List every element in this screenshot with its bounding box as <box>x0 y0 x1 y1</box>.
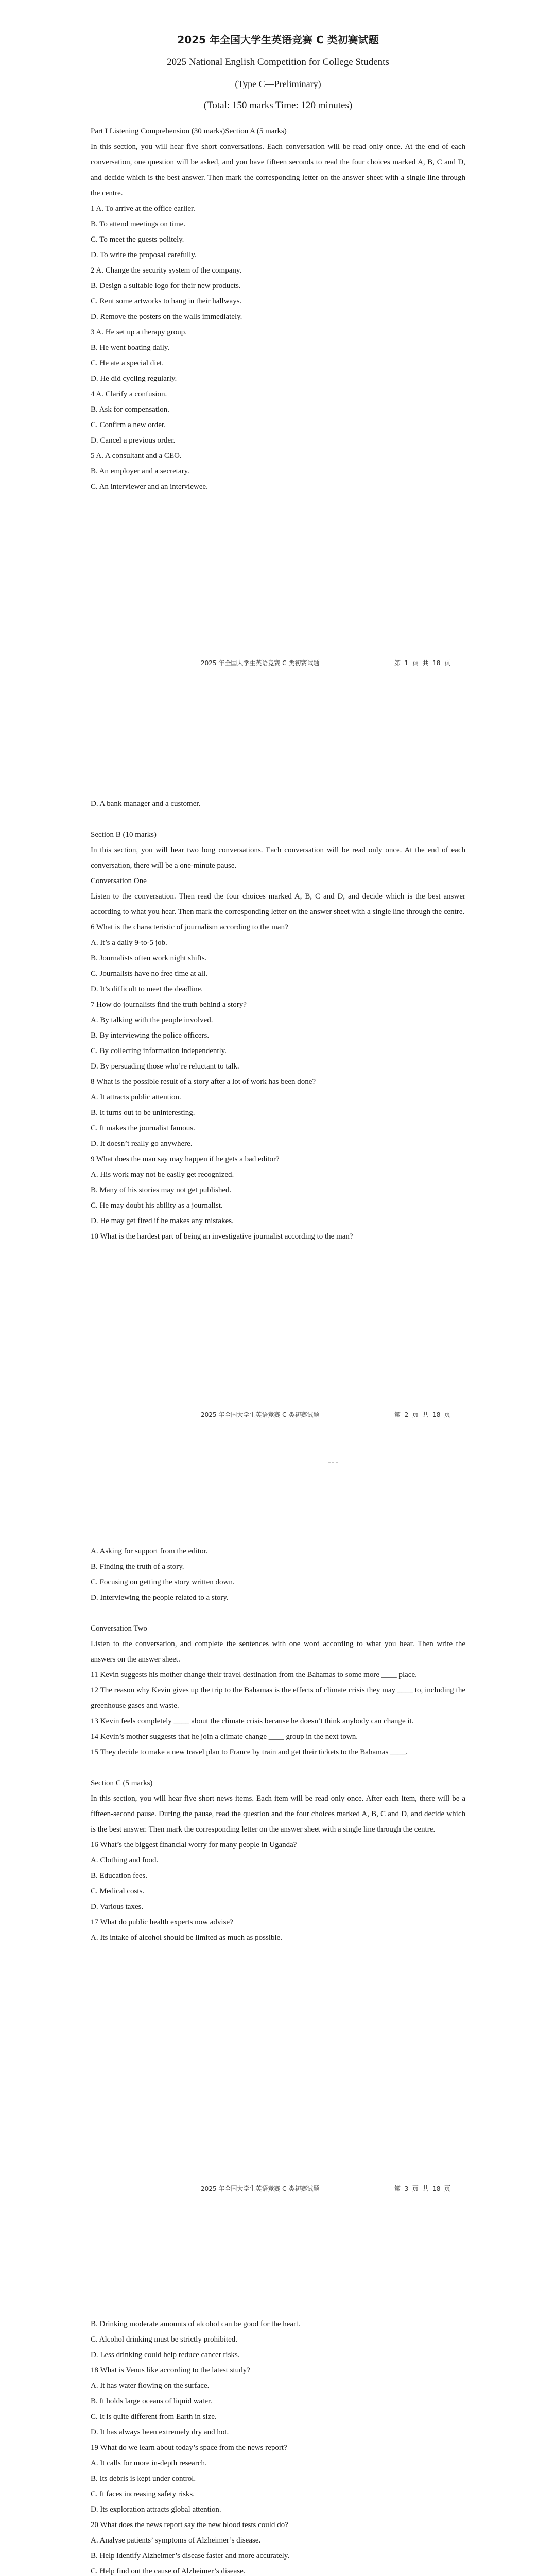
option-line: D. He did cycling regularly. <box>91 375 177 383</box>
section-heading: Conversation Two <box>91 1624 147 1633</box>
question-line: 18 What is Venus like according to the latest study? <box>91 2366 250 2375</box>
page-3-content <box>91 1544 465 1945</box>
option-line: C. Confirm a new order. <box>91 421 166 429</box>
exam-title-chinese: 2025 年全国大学生英语竞赛 C 类初赛试题 <box>177 33 379 46</box>
exam-title-english: 2025 National English Competition for College Students <box>167 57 389 67</box>
blank-line <box>91 811 465 827</box>
instruction-paragraph: 12 The reason why Kevin gives up the trip to the Bahamas is the effects of climate crisis they may ____ to, including the greenhouse gases and waste. <box>91 1686 465 1710</box>
scan-speck <box>328 1456 349 1463</box>
option-line: C. An interviewer and an interviewee. <box>91 483 208 491</box>
option-line: D. Cancel a previous order. <box>91 436 176 445</box>
option-line: B. Its debris is kept under control. <box>91 2475 196 2483</box>
question-line: 7 How do journalists find the truth behind a story? <box>91 1001 247 1009</box>
option-line: D. Less drinking could help reduce cancer risks. <box>91 2351 240 2359</box>
question-line: 13 Kevin feels completely ____ about the climate crisis because he doesn’t think anybody can change it. <box>91 1717 414 1725</box>
footer-page-number: 第 2 页 共 18 页 <box>394 1411 451 1418</box>
question-line: 16 What’s the biggest financial worry for many people in Uganda? <box>91 1841 297 1849</box>
option-line: D. To write the proposal carefully. <box>91 251 197 259</box>
option-line: C. He ate a special diet. <box>91 359 164 367</box>
option-line: D. By persuading those who’re reluctant to talk. <box>91 1062 239 1071</box>
question-line: 6 What is the characteristic of journalism according to the man? <box>91 923 288 931</box>
question-line: 9 What does the man say may happen if he gets a bad editor? <box>91 1155 280 1163</box>
option-line: D. It doesn’t really go anywhere. <box>91 1140 193 1148</box>
option-line: C. Medical costs. <box>91 1887 145 1895</box>
option-line: B. Journalists often work night shifts. <box>91 954 207 962</box>
option-line: C. It faces increasing safety risks. <box>91 2490 195 2498</box>
question-line: 15 They decide to make a new travel plan to France by train and get their tickets to the Bahamas ____. <box>91 1748 408 1756</box>
instruction-paragraph: Listen to the conversation, and complete the sentences with one word according to what you hear. Then write the answers on the answer sheet. <box>91 1640 465 1664</box>
option-line: A. It calls for more in-depth research. <box>91 2459 207 2467</box>
page-3 <box>0 1544 556 1945</box>
option-line: C. It makes the journalist famous. <box>91 1124 195 1132</box>
option-line: C. Help find out the cause of Alzheimer’s disease. <box>91 2567 246 2575</box>
footer-title: 2025 年全国大学生英语竞赛 C 类初赛试题 <box>201 2185 320 2192</box>
option-line: D. A bank manager and a customer. <box>91 800 201 808</box>
page-1 <box>0 31 556 665</box>
footer-title: 2025 年全国大学生英语竞赛 C 类初赛试题 <box>201 1411 320 1418</box>
exam-marks-time: (Total: 150 marks Time: 120 minutes) <box>203 100 353 111</box>
instruction-paragraph: In this section, you will hear five short conversations. Each conversation will be read only once. At the end of each conversation, one question will be asked, and you have fifteen seconds to read the four choices marked A, B, C and D, and decide which is the best answer. Then mark the corresponding letter on the answer sheet with a single line through the centre. <box>91 143 465 197</box>
option-line: D. He may get fired if he makes any mistakes. <box>91 1217 234 1225</box>
footer-page-number: 第 3 页 共 18 页 <box>394 2185 451 2192</box>
option-line: A. It’s a daily 9-to-5 job. <box>91 939 167 947</box>
option-line: D. Various taxes. <box>91 1903 144 1911</box>
page-2 <box>0 796 556 1244</box>
question-line: 20 What does the news report say the new blood tests could do? <box>91 2521 288 2529</box>
footer-page-number: 第 1 页 共 18 页 <box>394 659 451 667</box>
option-line: D. Its exploration attracts global attention. <box>91 2505 221 2514</box>
question-line: 14 Kevin’s mother suggests that he join a climate change ____ group in the next town. <box>91 1733 358 1741</box>
option-line: A. By talking with the people involved. <box>91 1016 213 1024</box>
option-line: C. By collecting information independently. <box>91 1047 227 1055</box>
option-line: C. It is quite different from Earth in size. <box>91 2413 217 2421</box>
option-line: C. To meet the guests politely. <box>91 235 184 244</box>
option-line: B. Finding the truth of a story. <box>91 1563 184 1571</box>
instruction-paragraph: Listen to the conversation. Then read the four choices marked A, B, C and D, and decide which is the best answer according to what you hear. Then mark the corresponding letter on the answer sheet with a single line through the centre. <box>91 892 465 916</box>
option-line: A. Clothing and food. <box>91 1856 159 1865</box>
option-line: D. Remove the posters on the walls immediately. <box>91 313 242 321</box>
option-line: B. Help identify Alzheimer’s disease faster and more accurately. <box>91 2552 290 2560</box>
section-heading: Section C (5 marks) <box>91 1779 153 1787</box>
option-line: B. It turns out to be uninteresting. <box>91 1109 195 1117</box>
question-line: 1 A. To arrive at the office earlier. <box>91 205 195 213</box>
option-line: B. It holds large oceans of liquid water. <box>91 2397 212 2405</box>
blank-line <box>91 1605 465 1621</box>
option-line: B. An employer and a secretary. <box>91 467 189 476</box>
section-heading: Section B (10 marks) <box>91 831 157 839</box>
option-line: C. Journalists have no free time at all. <box>91 970 208 978</box>
question-line: 4 A. Clarify a confusion. <box>91 390 167 398</box>
option-line: B. By interviewing the police officers. <box>91 1031 210 1040</box>
exam-type: (Type C—Preliminary) <box>235 79 321 89</box>
question-line: 17 What do public health experts now advise? <box>91 1918 233 1926</box>
option-line: A. Asking for support from the editor. <box>91 1547 208 1555</box>
page-1-content <box>91 124 465 495</box>
question-line: 10 What is the hardest part of being an investigative journalist according to the man? <box>91 1232 353 1241</box>
section-heading: Conversation One <box>91 877 147 885</box>
question-line: 5 A. A consultant and a CEO. <box>91 452 182 460</box>
footer-title: 2025 年全国大学生英语竞赛 C 类初赛试题 <box>201 659 320 667</box>
option-line: B. Drinking moderate amounts of alcohol can be good for the heart. <box>91 2320 300 2328</box>
blank-line <box>91 1760 465 1775</box>
option-line: C. Focusing on getting the story written down. <box>91 1578 235 1586</box>
page-4 <box>0 2316 556 2576</box>
page-4-content <box>91 2316 465 2576</box>
option-line: A. Its intake of alcohol should be limited as much as possible. <box>91 1934 283 1942</box>
option-line: C. He may doubt his ability as a journalist. <box>91 1201 223 1210</box>
question-line: 3 A. He set up a therapy group. <box>91 328 187 336</box>
instruction-paragraph: In this section, you will hear two long conversations. Each conversation will be read only once. At the end of each conversation, there will be a one-minute pause. <box>91 846 465 870</box>
option-line: B. Education fees. <box>91 1872 147 1880</box>
instruction-paragraph: In this section, you will hear five short news items. Each item will be read only once. After each item, there will be a fifteen-second pause. During the pause, read the question and the four choices marked A, B, C and D, and decide which is the best answer. Then mark the corresponding letter on the answer sheet with a single line through the centre. <box>91 1794 465 1834</box>
option-line: A. His work may not be easily get recognized. <box>91 1171 234 1179</box>
option-line: D. It’s difficult to meet the deadline. <box>91 985 203 993</box>
option-line: B. Many of his stories may not get published. <box>91 1186 232 1194</box>
option-line: B. Design a suitable logo for their new products. <box>91 282 241 290</box>
option-line: A. It has water flowing on the surface. <box>91 2382 210 2390</box>
page-2-content <box>91 796 465 1244</box>
option-line: B. He went boating daily. <box>91 344 170 352</box>
option-line: B. To attend meetings on time. <box>91 220 186 228</box>
option-line: A. Analyse patients’ symptoms of Alzheimer’s disease. <box>91 2536 261 2545</box>
option-line: C. Rent some artworks to hang in their hallways. <box>91 297 242 306</box>
question-line: 2 A. Change the security system of the company. <box>91 266 242 275</box>
option-line: C. Alcohol drinking must be strictly prohibited. <box>91 2335 237 2344</box>
option-line: B. Ask for compensation. <box>91 405 169 414</box>
option-line: D. It has always been extremely dry and hot. <box>91 2428 229 2436</box>
question-line: 19 What do we learn about today’s space from the news report? <box>91 2444 287 2452</box>
option-line: D. Interviewing the people related to a story. <box>91 1594 229 1602</box>
question-line: 8 What is the possible result of a story after a lot of work has been done? <box>91 1078 316 1086</box>
section-heading: Part I Listening Comprehension (30 marks)Section A (5 marks) <box>91 127 287 135</box>
question-line: 11 Kevin suggests his mother change their travel destination from the Bahamas to some more ____ place. <box>91 1671 417 1679</box>
option-line: A. It attracts public attention. <box>91 1093 181 1101</box>
